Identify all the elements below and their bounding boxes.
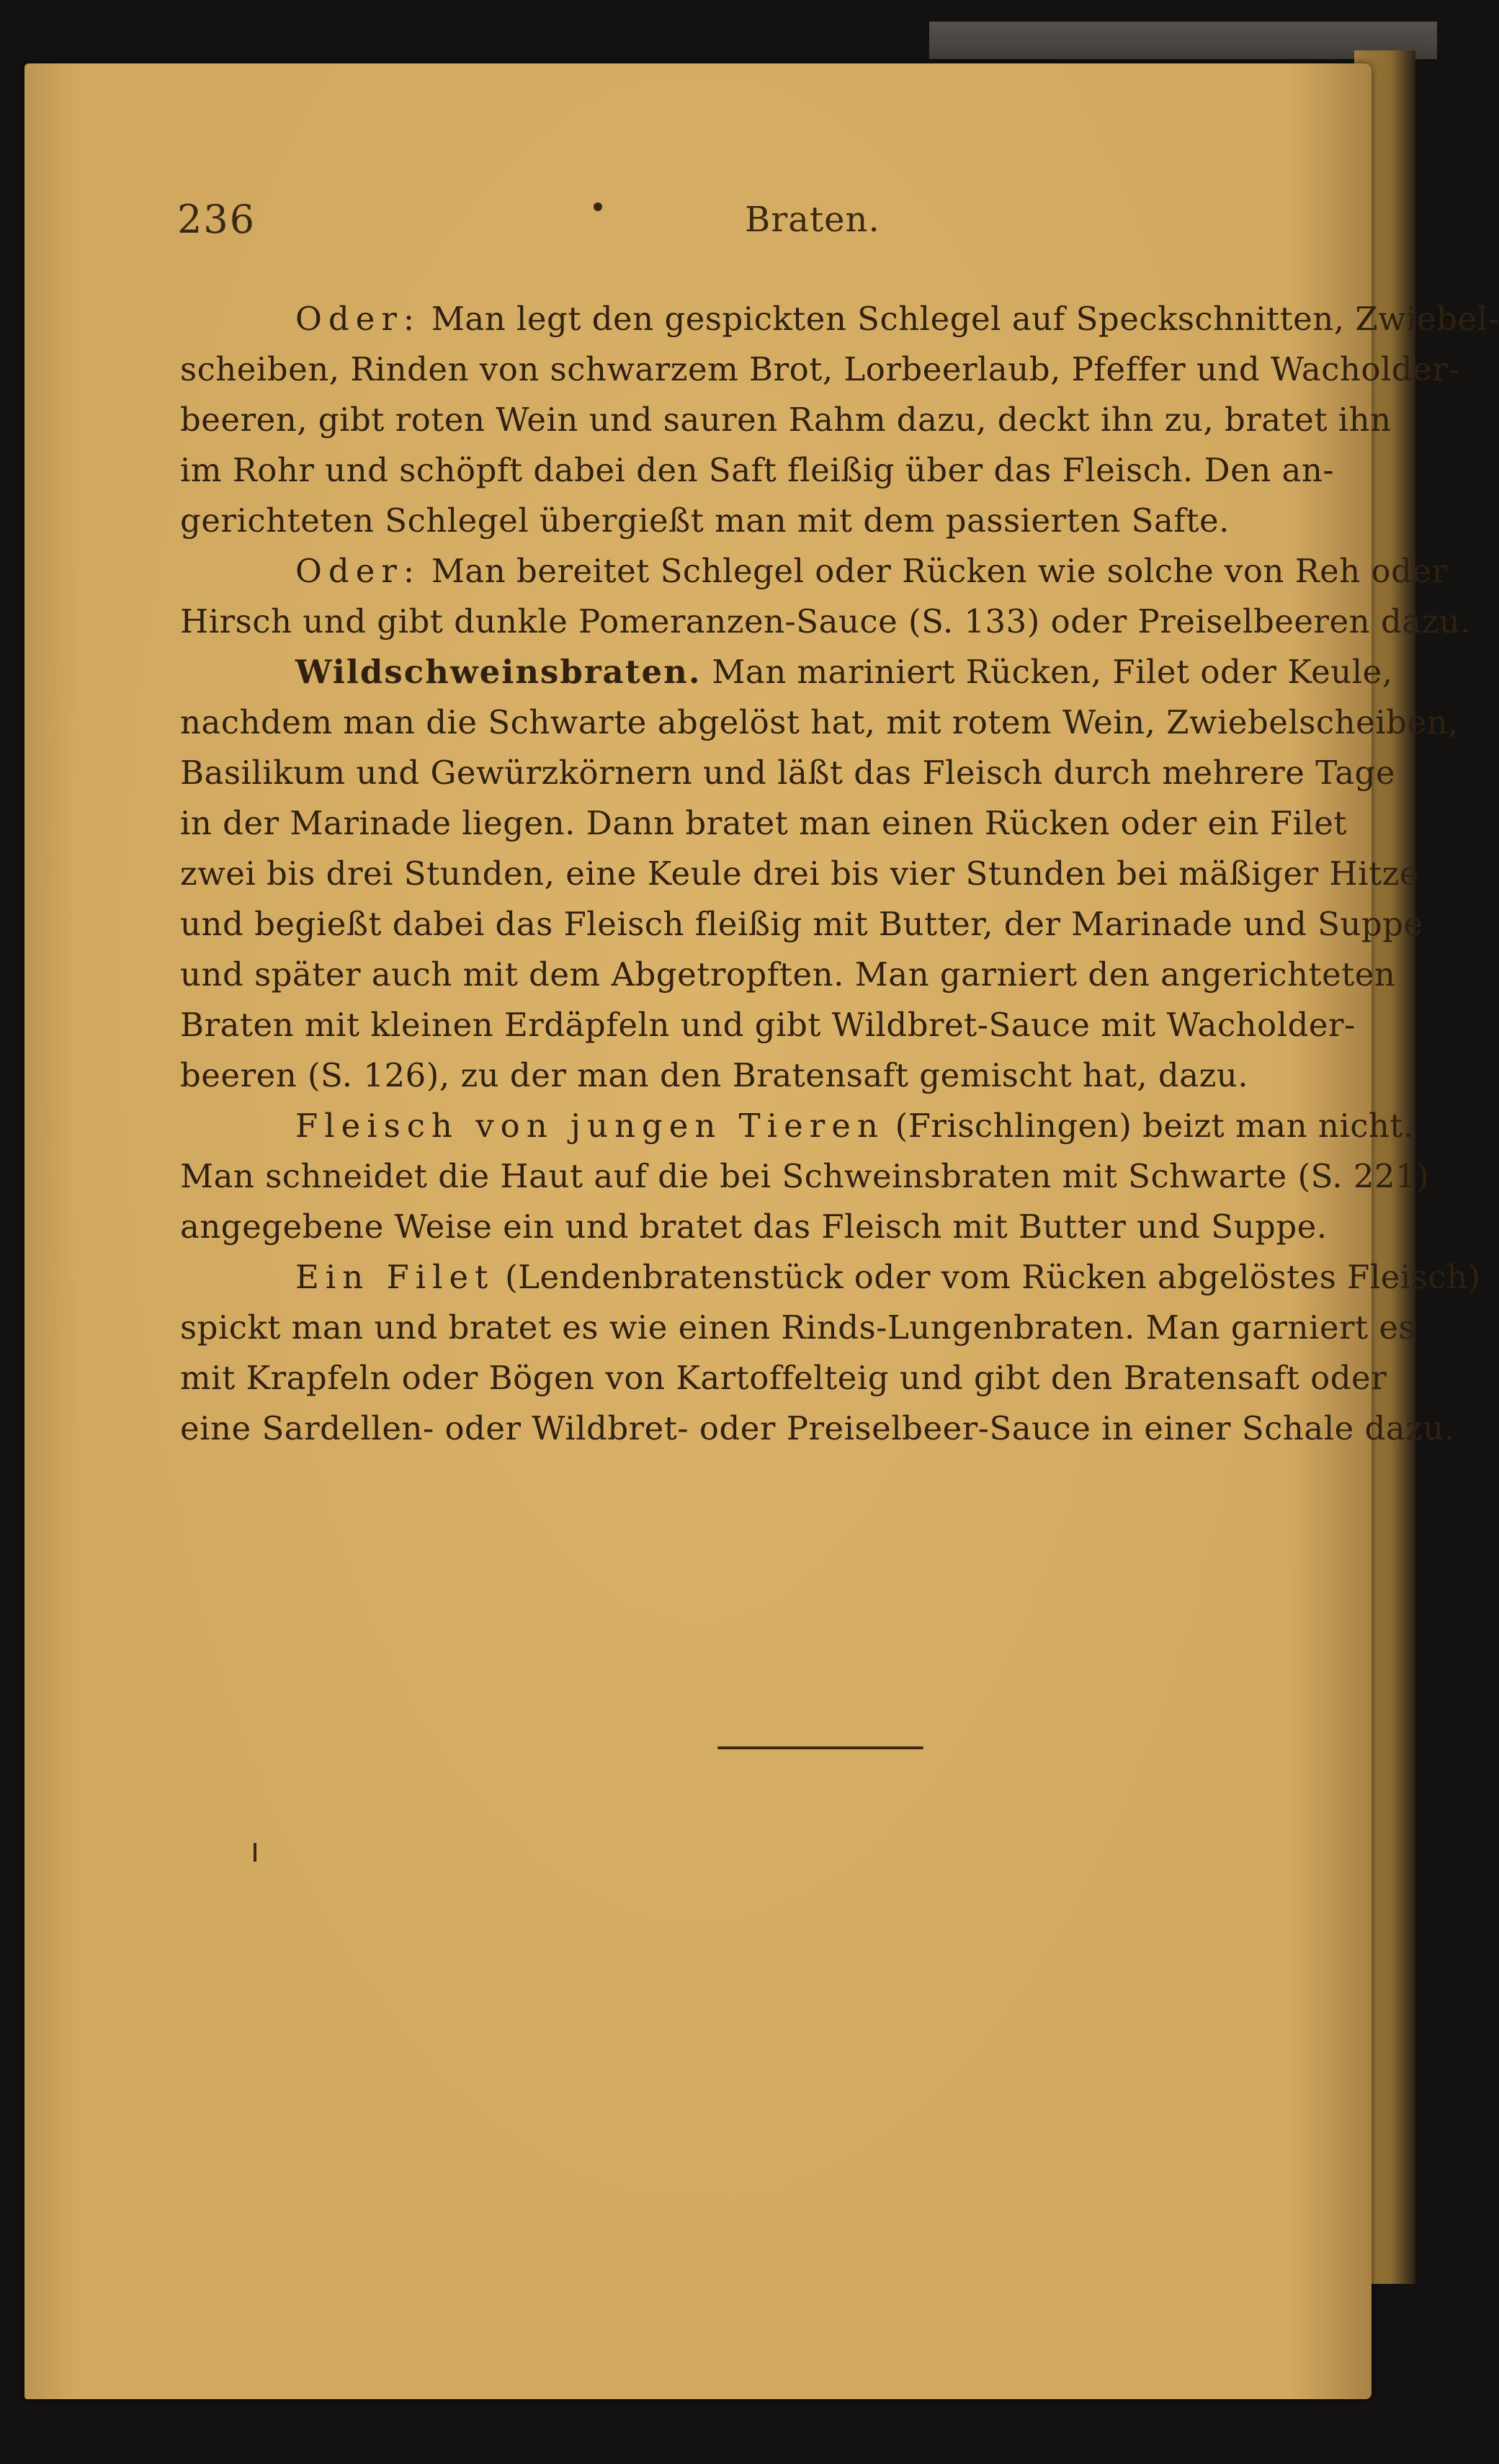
ink-speck xyxy=(254,1843,256,1862)
text-line: Hirsch und gibt dunkle Pomeranzen-Sauce (S. 133) oder Preiselbeeren dazu. xyxy=(180,602,1472,640)
text-line: beeren (S. 126), zu der man den Bratensaft gemischt hat, dazu. xyxy=(180,1056,1249,1094)
text-line: im Rohr und schöpft dabei den Saft fleißig über das Fleisch. Den an- xyxy=(180,451,1335,489)
text-line: zwei bis drei Stunden, eine Keule drei bis vier Stunden bei mäßiger Hitze xyxy=(180,854,1419,893)
text-line: beeren, gibt roten Wein und sauren Rahm dazu, deckt ihn zu, bratet ihn xyxy=(180,401,1392,439)
body-text xyxy=(180,294,1499,1454)
text-line: und später auch mit dem Abgetropften. Man garniert den angerichteten xyxy=(180,955,1396,994)
ink-dot xyxy=(594,202,602,211)
text-line: Oder: Man legt den gespickten Schlegel auf Speckschnitten, Zwiebel- xyxy=(295,300,1499,338)
text-line: scheiben, Rinden von schwarzem Brot, Lorbeerlaub, Pfeffer und Wacholder- xyxy=(180,350,1459,388)
paragraph-label: Ein Filet xyxy=(295,1258,495,1296)
text-line: Braten mit kleinen Erdäpfeln und gibt Wildbret-Sauce mit Wacholder- xyxy=(180,1006,1356,1044)
text-line: mit Krapfeln oder Bögen von Kartoffelteig und gibt den Bratensaft oder xyxy=(180,1359,1387,1397)
text-line: eine Sardellen- oder Wildbret- oder Preiselbeer-Sauce in einer Schale dazu. xyxy=(180,1409,1455,1447)
text-line: gerichteten Schlegel übergießt man mit dem passierten Safte. xyxy=(180,501,1230,540)
paragraph-label: Oder: xyxy=(295,300,421,338)
paragraph-label: Oder: xyxy=(295,552,421,590)
text-line: und begießt dabei das Fleisch fleißig mit Butter, der Marinade und Suppe xyxy=(180,905,1423,943)
text-line: angegebene Weise ein und bratet das Fleisch mit Butter und Suppe. xyxy=(180,1208,1328,1246)
page-sheet xyxy=(24,63,1499,2399)
section-heading: Wildschweinsbraten. xyxy=(295,653,702,691)
text-line: Oder: Man bereitet Schlegel oder Rücken wie solche von Reh oder xyxy=(295,552,1448,590)
end-rule xyxy=(717,1746,923,1749)
page-header xyxy=(24,189,1372,247)
page-number: 236 xyxy=(177,197,256,242)
text-line: nachdem man die Schwarte abgelöst hat, mit rotem Wein, Zwiebelscheiben, xyxy=(180,703,1459,741)
paragraph-label: Fleisch von jungen Tieren xyxy=(295,1107,885,1145)
text-line: Fleisch von jungen Tieren (Frischlingen) beizt man nicht. xyxy=(295,1107,1414,1145)
text-line: spickt man und bratet es wie einen Rinds-Lungenbraten. Man garniert es xyxy=(180,1308,1416,1347)
running-title: Braten. xyxy=(745,200,880,240)
text-line: Wildschweinsbraten. Man mariniert Rücken, Filet oder Keule, xyxy=(295,653,1393,691)
text-line: Ein Filet (Lendenbratenstück oder vom Rücken abgelöstes Fleisch) xyxy=(295,1258,1481,1296)
text-line: Basilikum und Gewürzkörnern und läßt das Fleisch durch mehrere Tage xyxy=(180,754,1395,792)
text-line: in der Marinade liegen. Dann bratet man einen Rücken oder ein Filet xyxy=(180,804,1347,842)
text-line: Man schneidet die Haut auf die bei Schweinsbraten mit Schwarte (S. 221) xyxy=(180,1157,1430,1195)
